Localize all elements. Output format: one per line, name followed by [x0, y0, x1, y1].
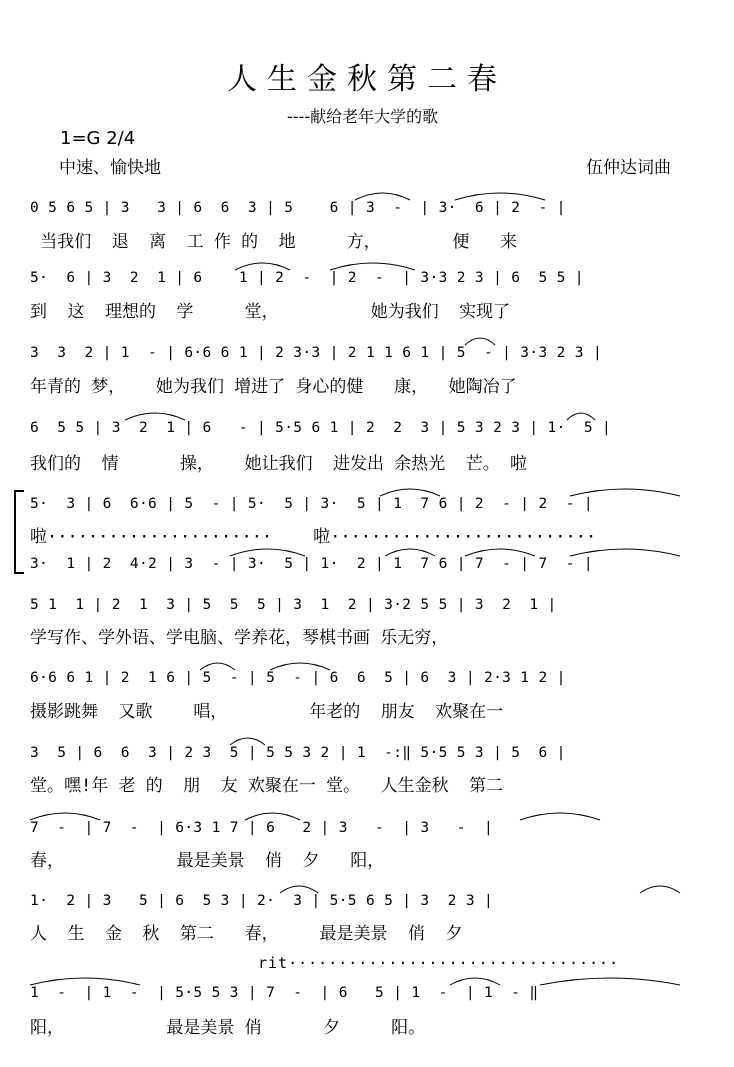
slur-arc [235, 263, 290, 270]
lyric-line: 我们的 情 操， 她让我们 进发出 余热光 芒。 啦 [30, 454, 527, 474]
notation-line: 3· 1 | 2 4·2 | 3 - | 3· 5 | 1· 2 | 1 7 6 | 7 - | 7 - | [30, 556, 593, 572]
lyric-line: 学写作、学外语、学电脑、学养花，琴棋书画 乐无穷， [30, 628, 449, 648]
lyric-line: 人 生 金 秋 第二 春， 最是美景 俏 夕 [30, 924, 463, 944]
repeat-brace [14, 490, 24, 574]
tempo-marking: 中速、愉快地 [59, 158, 161, 178]
notation-line: 3 3 2 | 1 - | 6·6 6 1 | 2 3·3 | 2 1 1 6 1 | 5 - | 3·3 2 3 | [30, 345, 603, 361]
slur-arc [280, 886, 318, 893]
notation-line: 3 5 | 6 6 3 | 2 3 5 | 5 5 3 2 | 1 -:‖ 5·5 5 3 | 5 6 | [30, 745, 566, 761]
slur-arc [30, 813, 100, 820]
notation-line: 6 5 5 | 3 2 1 | 6 - | 5·5 6 1 | 2 2 3 | 5 3 2 3 | 1· 5 | [30, 420, 612, 436]
slur-arc [455, 193, 545, 200]
notation-line: 1· 2 | 3 5 | 6 5 3 | 2· 3 | 5·5 6 5 | 3 2 3 | [30, 893, 494, 909]
ritardando-marking: rit································· [258, 954, 620, 972]
notation-line: 5· 6 | 3 2 1 | 6 1 | 2 - | 2 - | 3·3 2 3 | 6 5 5 | [30, 270, 584, 286]
lyric-line: 摄影跳舞 又歌 唱， 年老的 朋友 欢聚在一 [30, 702, 504, 722]
slur-arc [230, 549, 305, 556]
slur-arc [570, 489, 680, 496]
slur-arc [355, 193, 410, 200]
slur-arc [465, 338, 495, 345]
lyric-line: 啦······················ 啦·························· [30, 527, 597, 547]
slur-arc [30, 978, 140, 985]
key-signature: 1=G 2/4 [60, 128, 136, 149]
lyric-line: 年青的 梦， 她为我们 增进了 身心的健 康， 她陶冶了 [30, 377, 517, 397]
song-title: 人生金秋第二春 [227, 62, 507, 97]
song-subtitle: ----献给老年大学的歌 [287, 107, 439, 126]
slur-arc [245, 813, 300, 820]
slur-arc [385, 549, 435, 556]
notation-line: 5· 3 | 6 6·6 | 5 - | 5· 5 | 3· 5 | 1 7 6 | 2 - | 2 - | [30, 496, 593, 512]
notation-line: 0 5 6 5 | 3 3 | 6 6 3 | 5 6 | 3 - | 3· 6 | 2 - | [30, 200, 566, 216]
slur-arc [330, 263, 415, 270]
lyric-line: 到 这 理想的 学 堂， 她为我们 实现了 [30, 302, 511, 322]
notation-line: 7 - | 7 - | 6·3 1 7 | 6 2 | 3 - | 3 - | [30, 820, 494, 836]
slur-arc [380, 489, 440, 496]
slur-arc [200, 663, 235, 670]
slur-arc [540, 978, 680, 985]
notation-line: 5 1 1 | 2 1 3 | 5 5 5 | 3 1 2 | 3·2 5 5 | 3 2 1 | [30, 597, 557, 613]
slur-arc [520, 813, 600, 820]
lyric-line: 堂。嘿!年 老 的 朋 友 欢聚在一 堂。 人生金秋 第二 [30, 776, 504, 796]
lyric-line: 当我们 退 离 工 作 的 地 方， 便 来 [30, 232, 518, 252]
slur-arc [230, 738, 265, 745]
slur-arc [640, 886, 680, 893]
slur-arc [270, 663, 330, 670]
slur-arc [465, 549, 535, 556]
slur-arc [450, 978, 500, 985]
notation-line: 1 - | 1 - | 5·5 5 3 | 7 - | 6 5 | 1 - | 1 - ‖ [30, 985, 539, 1001]
notation-line: 6·6 6 1 | 2 1 6 | 5 - | 5 - | 6 6 5 | 6 3 | 2·3 1 2 | [30, 670, 566, 686]
slur-arc [570, 549, 680, 556]
slur-arc [125, 413, 185, 420]
lyric-line: 春， 最是美景 俏 夕 阳， [30, 851, 385, 871]
author-credit: 伍仲达词曲 [586, 158, 671, 178]
lyric-line: 阳， 最是美景 俏 夕 阳。 [30, 1018, 426, 1038]
slur-arc [567, 413, 595, 420]
